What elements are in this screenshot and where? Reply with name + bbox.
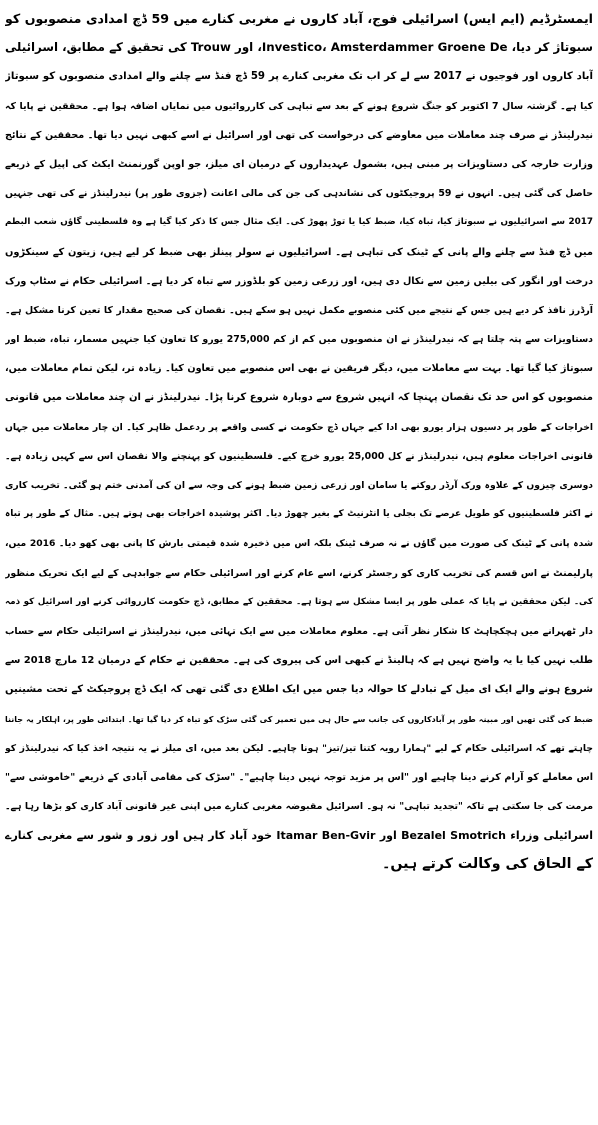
- article-line: کی۔ لیکن محققین نے پایا کہ عملی طور پر ایسا مشکل سے ہوتا ہے۔ محققین کے مطابق، ڈچ حکومت کارروائی کرنے اور اسرائیل کو ذمہ: [5, 596, 593, 607]
- article-line: میں ڈچ فنڈ سے چلنے والے پانی کے ٹینک کی تباہی ہے۔ اسرائیلیوں نے سولر پینلز بھی ضبط کر لیے ہیں، زیتون کے سینکڑوں: [5, 246, 593, 258]
- article-line: شدہ پانی کے ٹینک کی صورت میں گاؤں نے نہ صرف ٹینک بلکہ اس میں ذخیرہ شدہ قیمتی بارش کا پانی بھی کھو دیا۔ 2016 میں،: [5, 538, 593, 550]
- article-line: درخت اور انگور کی بیلیں زمین سے نکال دی ہیں، اور زرعی زمین کو بلڈوزر سے تباہ کر دیا ہے۔ اسرائیلی حکام نے سٹاپ ورک: [5, 275, 593, 287]
- article-line: ایمسٹرڈیم (ایم ایس) اسرائیلی فوج، آباد کاروں نے مغربی کنارے میں 59 ڈچ امدادی منصوبوں کو: [5, 11, 593, 26]
- article-line: سبوتاژ کر دیا، Investico، Amsterdammer Groene De، اور Trouw کی تحقیق کے مطابق، اسرائیلی: [5, 40, 593, 55]
- article-line: منصوبوں کو اس حد تک نقصان پہنچا کہ انہیں شروع سے دوبارہ شروع کرنا پڑا۔ نیدرلینڈز نے ان چند معاملات میں قانونی: [5, 392, 593, 404]
- article-line: ضبط کی گئی تھیں اور مبینہ طور پر آبادکاروں کی جانب سے حال ہی میں تعمیر کی گئی سڑک کو تباہ کر دیا گیا تھا۔ ابتدائی طور پر، اہلکار یہ جاننا: [5, 714, 593, 724]
- article-line: دوسری چیزوں کے علاوہ ورک آرڈر روکنے یا سامان اور زرعی زمین ضبط ہونے کی وجہ سے ان کی آمدنی ختم ہو گئی۔ تخریب کاری: [5, 480, 593, 491]
- article-line: آرڈرز نافذ کر دیے ہیں جس کے نتیجے میں کئی منصوبے مکمل نہیں ہو سکے ہیں۔ نقصان کی صحیح مقدار کا تعین کرنا مشکل ہے۔: [5, 304, 593, 316]
- article-line: چاہتے تھے کہ اسرائیلی حکام کے لیے "ہمارا رویہ کتنا تیز/تیز" ہونا چاہیے۔ لیکن بعد میں، ای میلز نے یہ نتیجہ اخذ کیا کہ نیدرلینڈز کو: [5, 742, 593, 754]
- article-line: آباد کاروں اور فوجیوں نے 2017 سے لے کر اب تک مغربی کنارے پر 59 ڈچ فنڈ سے چلنے والے امدادی منصوبوں کو سبوتاژ: [5, 71, 593, 83]
- article-line: حاصل کی گئی ہیں۔ انہوں نے 59 پروجیکٹوں کی نشاندہی کی جن کی مالی اعانت (جزوی طور پر) نیدرلینڈز نے کی تھی جنہیں: [5, 188, 593, 200]
- article-line: سبوتاژ کیا گیا تھا۔ بہت سے معاملات میں، دیگر فریقین نے بھی اس منصوبے میں تعاون کیا۔ زیادہ تر، لیکن تمام معاملات میں،: [5, 363, 593, 375]
- article-line: نے اکثر فلسطینیوں کو طویل عرصے تک بجلی یا انٹرنیٹ کے بغیر چھوڑ دیا۔ اکثر پوشیدہ اخراجات بھی ہوتے ہیں۔ مثال کے طور پر تباہ: [5, 509, 593, 520]
- article-line: مرمت کی جا سکتی ہے تاکہ "تجدید تباہی" نہ ہو۔ اسرائیل مقبوضہ مغربی کنارے میں اپنی غیر قانونی آباد کاری کو بڑھا رہا ہے۔: [5, 801, 593, 813]
- article-line: اس معاملے کو آرام کرنے دینا چاہیے اور "اس پر مزید توجہ نہیں دینا چاہیے"۔ "سڑک کی مقامی آبادی کے ذریعے "خاموشی سے": [5, 771, 593, 783]
- article-line: طلب نہیں کیا یا یہ واضح نہیں ہے کہ ہالینڈ نے کبھی اس کی پیروی کی ہے۔ محققین نے حکام کے درمیان 12 مارچ 2018 سے: [5, 655, 593, 667]
- article-line: نیدرلینڈز نے صرف چند معاملات میں معاوضے کی درخواست کی تھی اور اسرائیل نے اسے کبھی نہیں دیا تھا۔ محققین کے نتائج: [5, 129, 593, 141]
- article-line: اخراجات کے طور پر دسیوں ہزار یورو بھی ادا کیے جہاں ڈچ حکومت نے کسی واقعے پر ردعمل ظاہر کیا۔ ان چار معاملات میں جہاں: [5, 421, 593, 433]
- article-line: وزارت خارجہ کی دستاویزات پر مبنی ہیں، بشمول عہدیداروں کے درمیان ای میلز، جو اوپن گورنمنٹ ایکٹ کی اپیل کے ذریعے: [5, 158, 593, 170]
- article-line: دار ٹھہرانے میں ہچکچاہٹ کا شکار نظر آتی ہے۔ معلوم معاملات میں سے ایک تہائی میں، نیدرلینڈز نے اسرائیلی حکام سے حساب: [5, 625, 593, 637]
- article-line: کیا ہے۔ گزشتہ سال 7 اکتوبر کو جنگ شروع ہونے کے بعد سے تباہی کی کارروائیوں میں نمایاں اضافہ ہوا ہے۔ محققین نے پایا کہ: [5, 100, 593, 112]
- article-line: دستاویزات سے پتہ چلتا ہے کہ نیدرلینڈز نے ان منصوبوں میں کم از کم 275,000 یورو کا تعاون کیا جنہیں مسمار، تباہ، ضبط اور: [5, 334, 593, 346]
- article-line: 2017 سے اسرائیلیوں نے سبوتاژ کیا، تباہ کیا، ضبط کیا یا توڑ پھوڑ کی۔ ایک مثال جس کا ذکر کیا گیا ہے وہ فلسطینی گاؤں شعب البطم: [5, 217, 593, 228]
- article-line-last: کے الحاق کی وکالت کرتے ہیں۔: [382, 856, 593, 873]
- article-line: قانونی اخراجات معلوم ہیں، نیدرلینڈز نے کل 25,000 یورو خرچ کیے۔ فلسطینیوں کو پہنچنے والا نقصان اس سے کہیں زیادہ ہے۔: [5, 450, 593, 462]
- article-line: پارلیمنٹ نے اس قسم کی تخریب کاری کو رجسٹر کرنے، اسے عام کرنے اور اسرائیلی حکام سے جوابدہی کے لیے ایک تحریک منظور: [5, 567, 593, 579]
- article-line: شروع ہونے والے ایک ای میل کے تبادلے کا حوالہ دیا جس میں ایک اطلاع دی گئی تھی کہ ایک ڈچ پروجیکٹ کے تحت مشینیں: [5, 684, 593, 696]
- article-line: اسرائیلی وزراء Bezalel Smotrich اور Itamar Ben-Gvir خود آباد کار ہیں اور زور و شور سے مغربی کنارے: [5, 829, 593, 843]
